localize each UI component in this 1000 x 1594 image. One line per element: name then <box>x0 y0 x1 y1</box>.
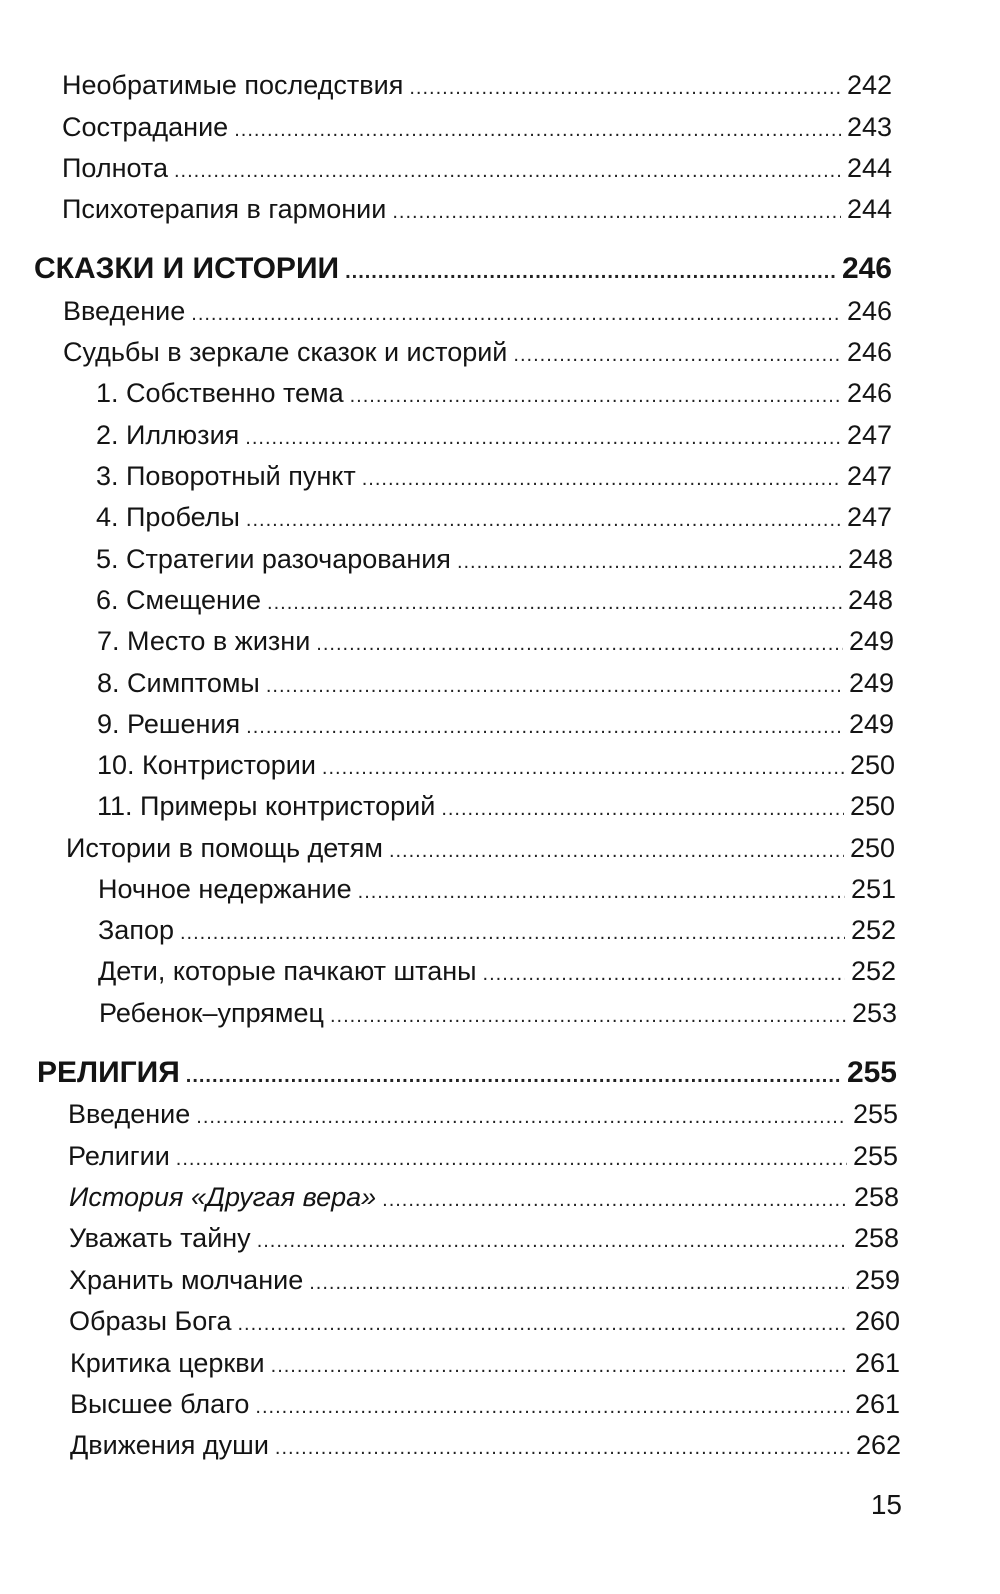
toc-entry-title: 10. Контристории <box>97 750 316 780</box>
dot-leader <box>176 1142 847 1176</box>
toc-entry-title: Ребенок–упрямец <box>99 998 324 1028</box>
toc-entry[interactable] <box>62 110 892 147</box>
toc-section-entry[interactable] <box>37 1056 897 1093</box>
dot-leader <box>316 627 843 661</box>
dot-leader <box>513 338 841 372</box>
toc-entry-title: Сострадание <box>62 112 229 142</box>
toc-entry-page: 249 <box>848 668 894 698</box>
toc-entry-page: 247 <box>846 502 892 532</box>
toc-entry-title: Хранить молчание <box>69 1265 304 1295</box>
toc-entry-title: Религии <box>68 1141 170 1171</box>
toc-entry-title: Истории в помощь детям <box>66 833 383 863</box>
toc-entry[interactable] <box>97 624 894 661</box>
toc-entry[interactable] <box>69 1180 899 1217</box>
toc-entry-page: 246 <box>846 296 892 326</box>
toc-entry[interactable] <box>69 1221 899 1258</box>
toc-entry-page: 250 <box>849 750 895 780</box>
dot-leader <box>196 1100 847 1134</box>
toc-entry-title: 8. Симптомы <box>97 668 260 698</box>
dot-leader <box>309 1266 849 1300</box>
toc-entry[interactable] <box>70 1387 900 1424</box>
toc-entry-page: 255 <box>852 1099 898 1129</box>
dot-leader <box>483 957 845 991</box>
toc-entry-page: 252 <box>850 915 896 945</box>
toc-entry[interactable] <box>62 192 892 229</box>
page-number: 15 <box>870 1489 902 1520</box>
toc-entry[interactable] <box>96 376 892 413</box>
dot-leader <box>246 503 841 537</box>
toc-entry-title: 6. Смещение <box>96 585 262 615</box>
dot-leader <box>275 1431 850 1465</box>
toc-entry-title: Высшее благо <box>70 1389 250 1419</box>
toc-entry[interactable] <box>96 542 893 579</box>
toc-entry-title: Движения души <box>70 1430 269 1460</box>
toc-entry[interactable] <box>66 831 895 868</box>
toc-entry-title: Ночное недержание <box>98 874 352 904</box>
toc-entry-page: 247 <box>846 461 892 491</box>
dot-leader <box>266 669 843 703</box>
toc-entry-title: Критика церкви <box>70 1348 265 1378</box>
dot-leader <box>234 113 841 147</box>
toc-entry-page: 262 <box>855 1430 901 1460</box>
toc-entry[interactable] <box>99 996 897 1033</box>
toc-entry-title: 9. Решения <box>97 709 241 739</box>
toc-entry-page: 255 <box>846 1056 897 1089</box>
toc-entry[interactable] <box>68 1139 898 1176</box>
toc-entry-title: 1. Собственно тема <box>96 378 344 408</box>
toc-entry-title: Психотерапия в гармонии <box>62 194 387 224</box>
toc-entry-title: 5. Стратегии разочарования <box>96 544 451 574</box>
toc-entry[interactable] <box>62 151 892 188</box>
dot-leader <box>330 999 846 1033</box>
toc-entry-page: 249 <box>848 626 894 656</box>
toc-entry-page: 246 <box>846 337 892 367</box>
toc-entry[interactable] <box>96 500 892 537</box>
toc-entry[interactable] <box>96 459 892 496</box>
toc-entry[interactable] <box>63 294 892 331</box>
dot-leader <box>267 586 842 620</box>
toc-entry-page: 261 <box>854 1389 900 1419</box>
toc-entry-page: 252 <box>850 956 896 986</box>
dot-leader <box>441 792 844 826</box>
toc-entry[interactable] <box>68 1097 898 1134</box>
dot-leader <box>238 1307 849 1341</box>
toc-entry-title: Судьбы в зеркале сказок и историй <box>63 337 508 367</box>
toc-entry[interactable] <box>96 583 893 620</box>
dot-leader <box>271 1349 849 1383</box>
toc-entry[interactable] <box>70 1346 900 1383</box>
toc-entry-page: 244 <box>846 194 892 224</box>
toc-entry[interactable] <box>97 707 894 744</box>
dot-leader <box>345 255 836 289</box>
dot-leader <box>358 875 845 909</box>
dot-leader <box>392 195 841 229</box>
toc-entry-title: Необратимые последствия <box>62 70 404 100</box>
toc-entry-page: 248 <box>847 585 893 615</box>
toc-entry-title: 4. Пробелы <box>96 502 240 532</box>
dot-leader <box>245 421 841 455</box>
toc-section-entry[interactable] <box>34 252 892 289</box>
toc-entry[interactable] <box>69 1304 900 1341</box>
toc-section-title: РЕЛИГИЯ <box>37 1056 180 1089</box>
toc-entry[interactable] <box>70 1428 901 1465</box>
toc-entry-page: 242 <box>846 70 892 100</box>
dot-leader <box>186 1059 841 1093</box>
dot-leader <box>174 154 841 188</box>
toc-entry[interactable] <box>98 954 896 991</box>
toc-entry-page: 243 <box>846 112 892 142</box>
toc-entry-title: 3. Поворотный пункт <box>96 461 356 491</box>
toc-entry-page: 246 <box>846 378 892 408</box>
toc-entry-title: Введение <box>68 1099 191 1129</box>
toc-entry[interactable] <box>96 418 892 455</box>
toc-entry[interactable] <box>97 748 895 785</box>
toc-entry-page: 251 <box>850 874 896 904</box>
toc-entry[interactable] <box>63 335 892 372</box>
toc-entry-title: 7. Место в жизни <box>97 626 311 656</box>
toc-section-title: СКАЗКИ И ИСТОРИИ <box>34 252 340 285</box>
toc-entry[interactable] <box>97 789 895 826</box>
toc-entry-page: 250 <box>849 833 895 863</box>
toc-entry-title: Дети, которые пачкают штаны <box>98 956 477 986</box>
toc-entry-title: История «Другая вера» <box>69 1182 377 1212</box>
dot-leader <box>350 379 841 413</box>
toc-entry[interactable] <box>97 666 894 703</box>
toc-entry-page: 250 <box>849 791 895 821</box>
dot-leader <box>180 916 845 950</box>
toc-entry-page: 249 <box>848 709 894 739</box>
toc-entry-page: 258 <box>853 1182 899 1212</box>
dot-leader <box>409 71 841 105</box>
toc-entry-title: Введение <box>63 296 186 326</box>
dot-leader <box>322 751 844 785</box>
dot-leader <box>382 1183 848 1217</box>
toc-entry-title: 2. Иллюзия <box>96 420 240 450</box>
toc-entry-page: 260 <box>854 1306 900 1336</box>
dot-leader <box>457 545 842 579</box>
toc-entry-page: 246 <box>841 252 892 285</box>
dot-leader <box>246 710 843 744</box>
toc-entry-title: Образы Бога <box>69 1306 232 1336</box>
toc-entry-page: 255 <box>852 1141 898 1171</box>
toc-entry-title: 11. Примеры контристорий <box>97 791 436 821</box>
dot-leader <box>362 462 841 496</box>
toc-entry[interactable] <box>98 872 896 909</box>
toc-entry-page: 258 <box>853 1223 899 1253</box>
toc-entry-page: 253 <box>851 998 897 1028</box>
toc-entry[interactable] <box>69 1263 900 1300</box>
dot-leader <box>257 1224 848 1258</box>
toc-entry-page: 259 <box>854 1265 900 1295</box>
toc-entry-title: Уважать тайну <box>69 1223 251 1253</box>
toc-entry-title: Полнота <box>62 153 168 183</box>
dot-leader <box>389 834 844 868</box>
toc-entry-page: 244 <box>846 153 892 183</box>
toc-entry-page: 261 <box>854 1348 900 1378</box>
dot-leader <box>191 297 841 331</box>
toc-entry-page: 247 <box>846 420 892 450</box>
toc-entry[interactable] <box>62 68 892 105</box>
toc-entry[interactable] <box>98 913 896 950</box>
toc-entry-page: 248 <box>847 544 893 574</box>
dot-leader <box>255 1390 849 1424</box>
toc-entry-title: Запор <box>98 915 174 945</box>
